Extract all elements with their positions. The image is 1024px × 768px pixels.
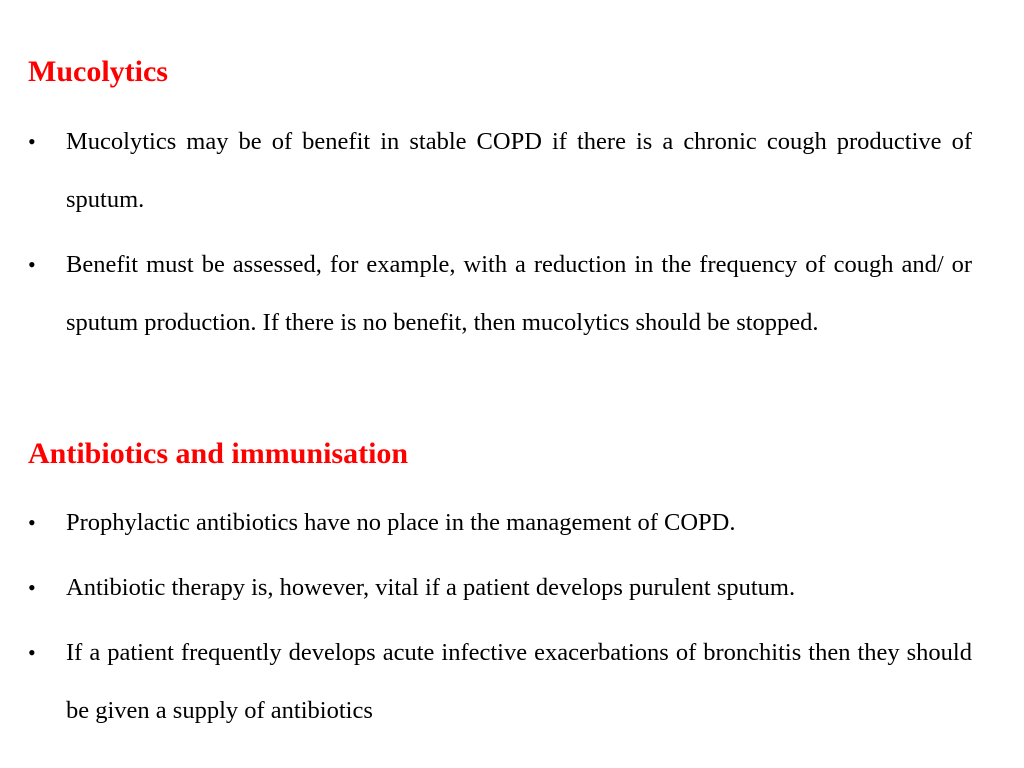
bullet-marker: • — [28, 575, 36, 600]
bullet-marker: • — [28, 640, 36, 665]
bullet-text: Mucolytics may be of benefit in stable COPD if there is a chronic cough productive of sputum. — [66, 128, 972, 213]
bullet-marker: • — [28, 252, 36, 277]
bullet-item — [28, 236, 972, 352]
section-heading-mucolytics: Mucolytics — [28, 55, 168, 88]
bullet-item — [28, 113, 972, 229]
bullet-item — [28, 624, 972, 740]
bullet-text: Antibiotic therapy is, however, vital if a patient develops purulent sputum. — [66, 574, 796, 601]
bullet-text: Prophylactic antibiotics have no place in the management of COPD. — [66, 509, 736, 536]
bullet-marker: • — [28, 510, 36, 535]
bullet-item — [28, 559, 972, 617]
bullet-text: If a patient frequently develops acute infective exacerbations of bronchitis then they should be given a supply of antibiotics — [66, 639, 972, 724]
bullet-text: Benefit must be assessed, for example, with a reduction in the frequency of cough and/ or sputum production. If there is no benefit, then mucolytics should be stopped. — [66, 251, 972, 336]
section-heading-antibiotics: Antibiotics and immunisation — [28, 437, 409, 470]
bullet-marker: • — [28, 129, 36, 154]
bullet-item — [28, 494, 972, 552]
